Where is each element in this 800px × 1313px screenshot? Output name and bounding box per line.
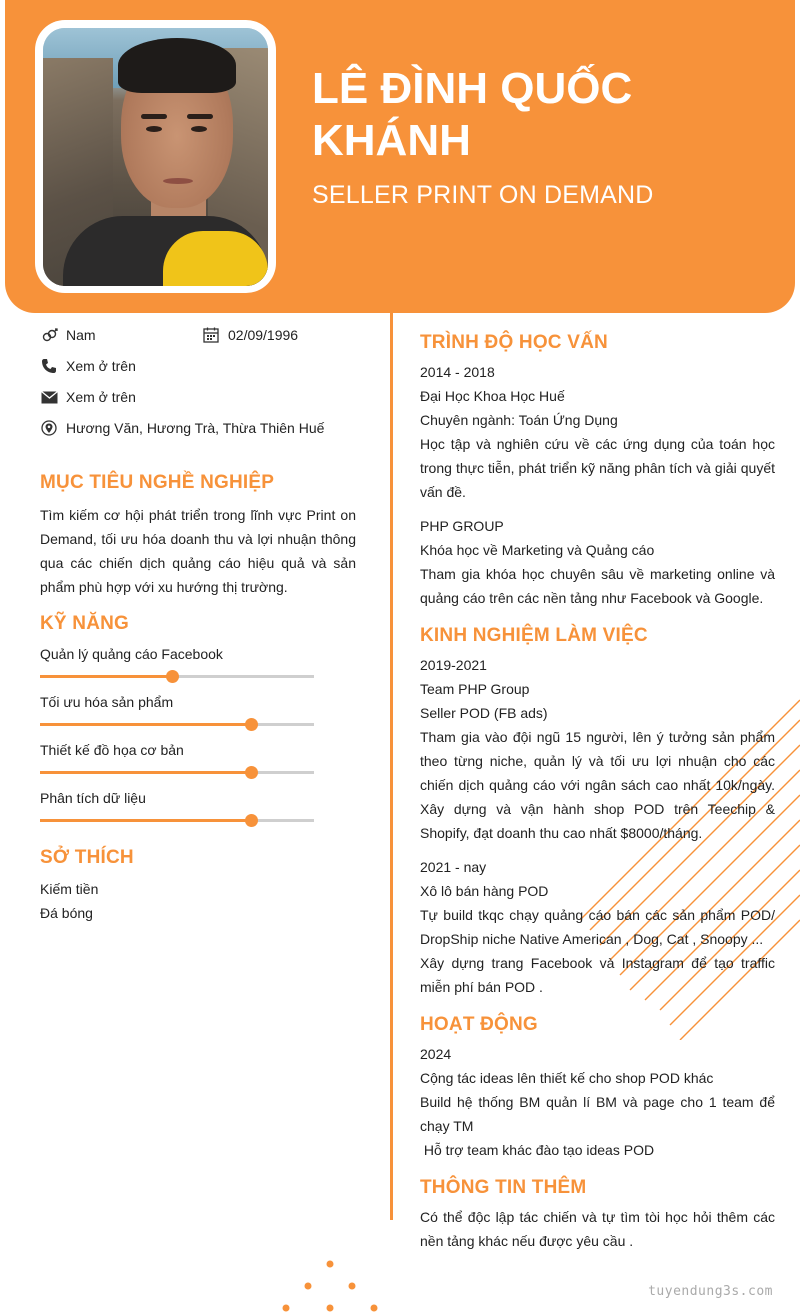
extra-info-title: THÔNG TIN THÊM [420,1177,587,1198]
skill-bar [40,771,314,774]
education-period: 2014 - 2018 [420,364,495,380]
experience-desc: Tự build tkqc chạy quảng cáo bán các sản phẩm POD/ DropShip niche Native American , Dog, Cat , Snoopy ... [420,907,775,947]
gender-icon [40,326,58,344]
location-pin-icon [40,419,58,437]
skill-label: Tối ưu hóa sản phẩm [40,694,174,710]
address-text: Hương Văn, Hương Trà, Thừa Thiên Huế [66,420,325,436]
watermark: tuyendung3s.com [648,1284,773,1299]
birthday-text: 02/09/1996 [228,327,299,343]
skills-title: KỸ NĂNG [40,613,130,634]
activities-title: HOẠT ĐỘNG [420,1014,538,1035]
course-name: Khóa học về Marketing và Quảng cáo [420,542,655,558]
activity-item: Hỗ trợ team khác đào tạo ideas POD [420,1142,655,1158]
course-desc: Tham gia khóa học chuyên sâu về marketing online và quảng cáo trên các nền tảng như Facebook và Google. [420,566,775,606]
avatar [43,28,268,286]
skill-bar-fill [40,819,251,822]
experience-role: Seller POD (FB ads) [420,705,548,721]
experience-company: Xô lô bán hàng POD [420,883,549,899]
gender-row [40,326,96,344]
education-title: TRÌNH ĐỘ HỌC VẤN [420,332,608,353]
calendar-icon [202,326,220,344]
skill-bar-fill [40,771,251,774]
candidate-name: LÊ ĐÌNH QUỐC KHÁNH [312,64,633,165]
activity-year: 2024 [420,1046,452,1062]
experience-title: KINH NGHIỆM LÀM VIỆC [420,625,648,646]
education-school: Đại Học Khoa Học Huế [420,388,565,404]
objective-title: MỤC TIÊU NGHỀ NGHIỆP [40,472,275,493]
experience-company: Team PHP Group [420,681,530,697]
skill-bar-fill [40,723,251,726]
skill-bar-fill [40,675,172,678]
skill-bar [40,819,314,822]
hobby-item: Kiếm tiền [40,881,99,897]
address-row [40,419,324,437]
experience-desc: Tham gia vào đội ngũ 15 người, lên ý tưởng sản phẩm theo từng niche, quản lý và tối ưu lợi nhuận cho các chiến dịch quảng cáo với ngân sách cao nhất 10k/ngày. Xây dựng và vận hành shop POD trên Teechip & Shopify, đạt doanh thu cao nhất $8000/tháng. [420,729,775,841]
extra-info-text: Có thể độc lập tác chiến và tự tìm tòi học hỏi thêm các nền tảng khác nếu được yêu cầu . [420,1209,775,1249]
skill-bar [40,675,314,678]
skill-label: Phân tích dữ liệu [40,790,146,806]
hobbies-title: SỞ THÍCH [40,847,134,868]
email-row [40,388,136,406]
birthday-row [202,326,298,344]
job-title: SELLER PRINT ON DEMAND [312,181,654,209]
education-desc: Học tập và nghiên cứu về các ứng dụng của toán học trong thực tiễn, phát triển kỹ năng phân tích và giải quyết vấn đề. [420,436,775,500]
experience-period: 2019-2021 [420,657,487,673]
decorative-dots [280,1258,380,1313]
skill-bar-knob [166,670,179,683]
objective-text: Tìm kiếm cơ hội phát triển trong lĩnh vực Print on Demand, tối ưu hóa doanh thu và lợi nhuận thông qua các chiến dịch quảng cáo hiệu quả và sản phẩm phù hợp với xu hướng thị trường. [40,507,356,595]
gender-text: Nam [66,327,96,343]
experience-period: 2021 - nay [420,859,487,875]
education-major: Chuyên ngành: Toán Ứng Dụng [420,412,618,428]
phone-text: Xem ở trên [66,358,136,374]
skill-label: Thiết kế đồ họa cơ bản [40,742,184,758]
experience-desc: Xây dựng trang Facebook và Instagram để tạo traffic miễn phí bán POD . [420,955,775,995]
column-divider [390,313,393,1220]
skill-bar-knob [245,814,258,827]
skill-bar [40,723,314,726]
skill-bar-knob [245,766,258,779]
course-org: PHP GROUP [420,518,504,534]
activity-item: Cộng tác ideas lên thiết kế cho shop POD khác [420,1070,714,1086]
phone-icon [40,357,58,375]
hobby-item: Đá bóng [40,905,93,921]
email-text: Xem ở trên [66,389,136,405]
skill-label: Quản lý quảng cáo Facebook [40,646,223,662]
phone-row [40,357,136,375]
envelope-icon [40,388,58,406]
activity-item: Build hệ thống BM quản lí BM và page cho 1 team để chạy TM [420,1094,775,1134]
skill-bar-knob [245,718,258,731]
